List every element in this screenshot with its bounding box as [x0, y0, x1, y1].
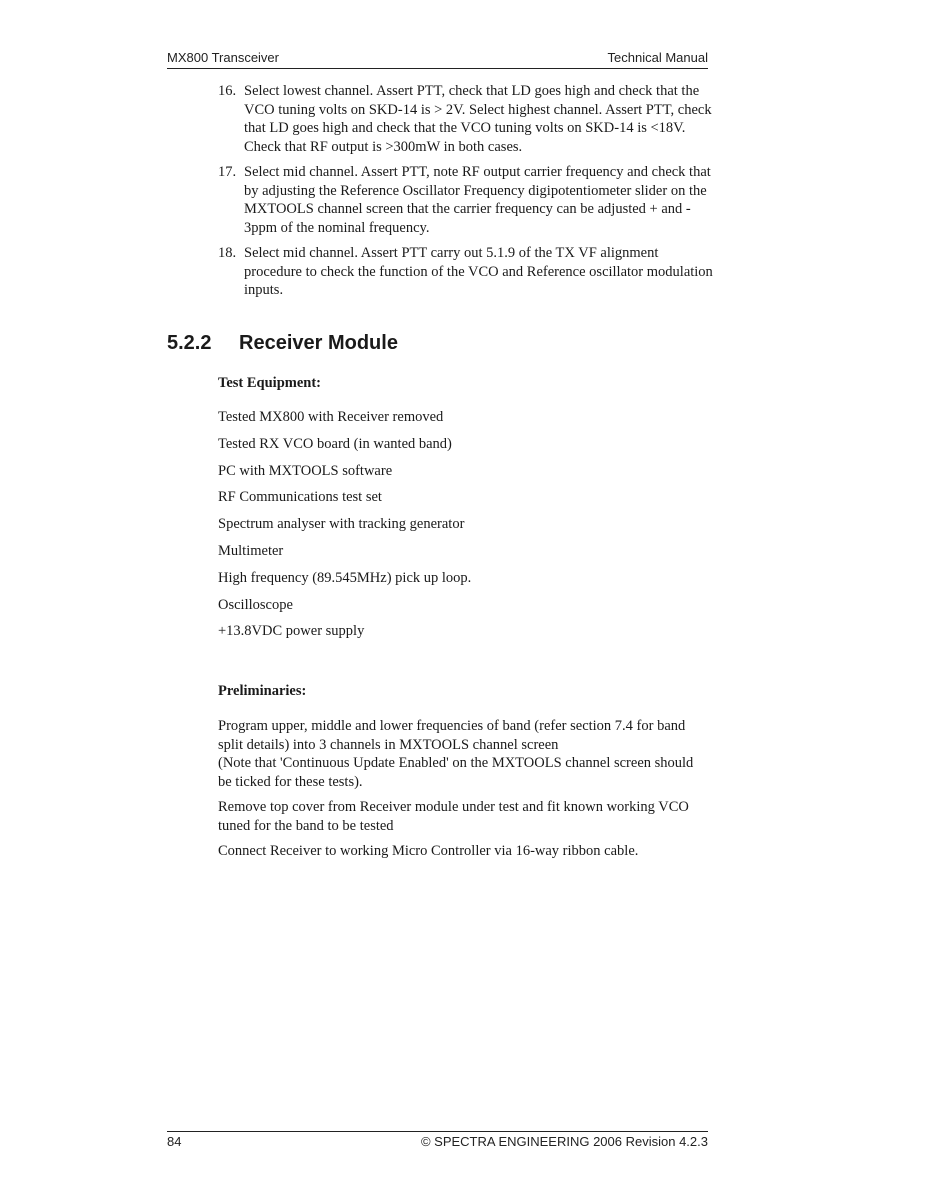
section-number: 5.2.2: [167, 332, 212, 354]
preliminaries-paragraph: [218, 717, 708, 791]
page-footer: [167, 1134, 708, 1152]
preliminaries-heading: Preliminaries:: [218, 683, 307, 699]
header-divider: [167, 68, 708, 69]
section-heading: [167, 332, 398, 355]
paragraph-line: Program upper, middle and lower frequencies of band (refer section 7.4 for band split details) into 3 channels in MXTOOLS channel screen: [218, 718, 686, 753]
procedure-step: [218, 163, 718, 237]
list-item: +13.8VDC power supply: [218, 623, 365, 640]
preliminaries-body: [218, 717, 708, 868]
footer-divider: [167, 1131, 708, 1132]
step-number: 18.: [218, 245, 237, 261]
step-number: 16.: [218, 83, 237, 99]
header-product-name: MX800 Transceiver: [167, 50, 279, 65]
procedure-step: [218, 82, 718, 156]
footer-copyright: © SPECTRA ENGINEERING 2006 Revision 4.2.3: [420, 1134, 708, 1149]
test-equipment-list: [218, 408, 471, 649]
list-item: Tested RX VCO board (in wanted band): [218, 435, 452, 452]
page-header: [167, 50, 708, 68]
paragraph-line: (Note that 'Continuous Update Enabled' on the MXTOOLS channel screen should be ticked for these tests).: [218, 755, 694, 790]
step-text: Select lowest channel. Assert PTT, check that LD goes high and check that the VCO tuning volts on SKD-14 is > 2V. Select highest channel. Assert PTT, check that LD goes high and check that the VCO tuning volts on SKD-14 is <18V. Check that RF output is >300mW in both cases.: [244, 83, 712, 155]
step-number: 17.: [218, 164, 237, 180]
list-item: RF Communications test set: [218, 489, 382, 506]
preliminaries-paragraph: Connect Receiver to working Micro Controller via 16-way ribbon cable.: [218, 843, 639, 859]
section-title: Receiver Module: [239, 332, 398, 354]
list-item: Spectrum analyser with tracking generator: [218, 516, 465, 533]
preliminaries-paragraph: Remove top cover from Receiver module under test and fit known working VCO tuned for the band to be tested: [218, 799, 689, 834]
step-text: Select mid channel. Assert PTT carry out 5.1.9 of the TX VF alignment procedure to check the function of the VCO and Reference oscillator modulation inputs.: [244, 245, 713, 298]
list-item: High frequency (89.545MHz) pick up loop.: [218, 569, 472, 586]
page-number: 84: [167, 1134, 182, 1149]
procedure-steps: [218, 82, 718, 307]
test-equipment-heading: Test Equipment:: [218, 375, 322, 391]
list-item: Multimeter: [218, 542, 284, 559]
procedure-step: [218, 244, 718, 300]
list-item: PC with MXTOOLS software: [218, 462, 393, 479]
header-manual-title: Technical Manual: [607, 50, 708, 65]
step-text: Select mid channel. Assert PTT, note RF output carrier frequency and check that by adjusting the Reference Oscillator Frequency digipotentiometer slider on the MXTOOLS channel screen that the carrier frequency can be adjusted + and - 3ppm of the nominal frequency.: [244, 164, 711, 236]
list-item: Oscilloscope: [218, 596, 293, 613]
list-item: Tested MX800 with Receiver removed: [218, 409, 444, 425]
